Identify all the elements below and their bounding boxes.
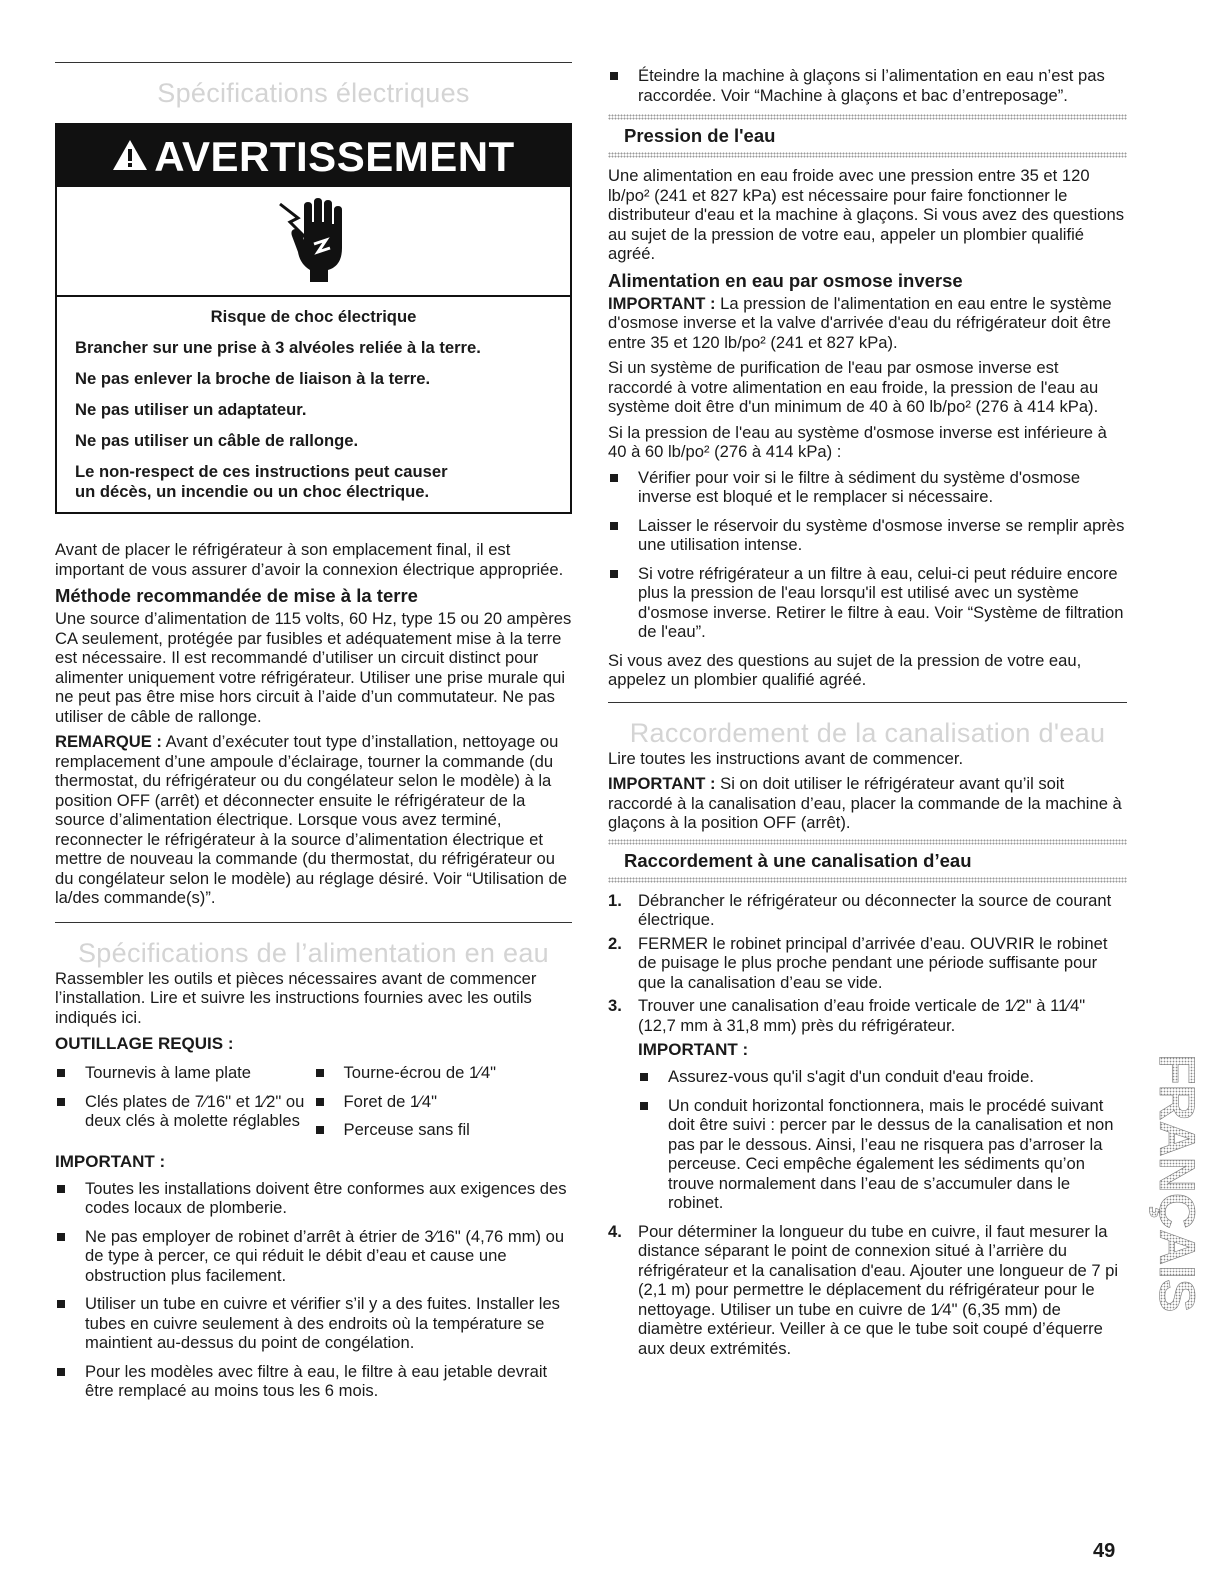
warning-line: un décès, un incendie ou un choc électrique. <box>75 482 430 501</box>
warning-triangle-icon <box>112 128 148 186</box>
connect-important <box>608 774 1127 833</box>
section-rule <box>55 922 572 923</box>
page-number: 49 <box>1093 1540 1116 1562</box>
step3-important-block <box>638 1039 1127 1213</box>
list-item: Toutes les installations doivent être conformes aux exigences des codes locaux de plomberie. <box>55 1179 572 1218</box>
connect-important-label: IMPORTANT : <box>608 774 716 793</box>
grounding-text: Une source d’alimentation de 115 volts, 60 Hz, type 15 ou 20 ampères CA seulement, protégée par fusibles et adéquatement mise à la terre est nécessaire. Il est recommandé d’utiliser un circuit distinct pour alimenter uniquement votre réfrigérateur. Utiliser une prise murale qui ne peut pas être mise hors circuit à l’aide d’un commutateur. Ne pas utiliser de câble de rallonge. <box>55 609 572 726</box>
tools-column <box>314 1063 573 1149</box>
list-item: Pour les modèles avec filtre à eau, le filtre à eau jetable devrait être remplacé au moins tous les 6 mois. <box>55 1362 572 1401</box>
list-item: Assurez-vous qu'il s'agit d'un conduit d'eau froide. <box>638 1067 1127 1087</box>
step-text: FERMER le robinet principal d’arrivée d’eau. OUVRIR le robinet de puisage le plus proche pendant une période suffisante pour que la canalisation d’eau se vide. <box>638 933 1108 992</box>
list-item: Si votre réfrigérateur a un filtre à eau, celui-ci peut réduire encore plus la pression de l'eau lorsqu'il est utilisé avec un système d'osmose inverse. Retirer le filtre à eau. Voir “Système de filtration de l'eau”. <box>608 564 1127 642</box>
list-item: Éteindre la machine à glaçons si l’alimentation en eau n’est pas raccordée. Voir “Machine à glaçons et bac d’entreposage”. <box>608 66 1127 105</box>
warning-line: Ne pas utiliser un adaptateur. <box>75 400 307 419</box>
tools-list <box>55 1063 572 1149</box>
warning-line: Brancher sur une prise à 3 alvéoles reliée à la terre. <box>75 338 481 357</box>
step-number: 1. <box>608 890 622 910</box>
electric-shock-hand-icon <box>274 196 354 286</box>
list-item: Vérifier pour voir si le filtre à sédiment du système d'osmose inverse est bloqué et le remplacer si nécessaire. <box>608 468 1127 507</box>
important-heading: IMPORTANT : <box>55 1151 166 1171</box>
connect-important-text: Si on doit utiliser le réfrigérateur avant qu’il soit raccordé à la canalisation d’eau, placer la commande de la machine à glaçons à la position OFF (arrêt). <box>608 774 1122 832</box>
left-column <box>55 62 572 1410</box>
remark-label: REMARQUE : <box>55 732 162 751</box>
step-item <box>608 934 1127 993</box>
warning-line: Le non-respect de ces instructions peut causer <box>75 462 448 481</box>
remark-paragraph <box>55 732 572 908</box>
warning-box <box>55 123 572 514</box>
dotted-rule <box>608 152 1127 158</box>
list-item: Foret de 1⁄4" <box>314 1092 573 1112</box>
reverse-osmosis-heading: Alimentation en eau par osmose inverse <box>608 269 963 291</box>
water-intro: Rassembler les outils et pièces nécessaires avant de commencer l’installation. Lire et suivre les instructions fournies avec les outils indiqués ici. <box>55 968 537 1027</box>
tools-heading: OUTILLAGE REQUIS : <box>55 1034 234 1053</box>
connect-intro: Lire toutes les instructions avant de commencer. <box>608 748 964 768</box>
shock-hazard-area <box>57 187 570 297</box>
warning-line: Ne pas utiliser un câble de rallonge. <box>75 431 359 450</box>
right-column <box>608 66 1127 1362</box>
list-item: Ne pas employer de robinet d’arrêt à étrier de 3⁄16" (4,76 mm) ou de type à percer, ce qui réduit le débit d’eau et cause une obstruction plus facilement. <box>55 1227 572 1286</box>
step-item <box>608 1222 1127 1359</box>
important-list <box>55 1179 572 1401</box>
ro-important-label: IMPORTANT : <box>608 293 716 313</box>
warning-line: Risque de choc électrique <box>210 307 417 326</box>
water-line-heading: Raccordement à une canalisation d’eau <box>624 849 972 871</box>
step-number: 4. <box>608 1221 622 1241</box>
water-line-heading-block <box>608 839 1127 883</box>
list-item: Un conduit horizontal fonctionnera, mais le procédé suivant doit être suivi : percer par le dessus de la canalisation et non pas par le dessous. Ainsi, l’eau ne risquera pas d’arroser la perceuse. Ceci empêche également les sédiments qu’on trouve normalement dans l’eau de s’accumuler dans le robinet. <box>638 1096 1127 1213</box>
ro-important <box>608 294 1127 353</box>
list-item: Tourne-écrou de 1⁄4" <box>314 1063 573 1083</box>
step-text: Débrancher le réfrigérateur ou déconnecter la source de courant électrique. <box>638 890 1112 929</box>
dotted-rule <box>608 877 1127 883</box>
step-text: Pour déterminer la longueur du tube en cuivre, il faut mesurer la distance séparant le point de connexion situé à l’arrière du réfrigérateur et la canalisation d'eau. Ajouter une longueur de 7 pi (2,1 m) pour permettre le déplacement du réfrigérateur pour le nettoyage. Utiliser un tube en cuivre de 1⁄4" (6,35 mm) de diamètre extérieur. Veiller à ce que le tube soit coupé d’équerre aux deux extrémités. <box>638 1221 1119 1358</box>
warning-header <box>57 125 570 187</box>
list-item: Clés plates de 7⁄16" et 1⁄2" ou deux clés à molette réglables <box>55 1092 314 1131</box>
list-item: Perceuse sans fil <box>314 1120 573 1140</box>
warning-line: Ne pas enlever la broche de liaison à la terre. <box>75 369 431 388</box>
step-number: 2. <box>608 933 622 953</box>
step-text: Trouver une canalisation d’eau froide verticale de 1⁄2" à 11⁄4" (12,7 mm à 31,8 mm) près du réfrigérateur. <box>638 996 1086 1035</box>
list-item: Utiliser un tube en cuivre et vérifier s’il y a des fuites. Installer les tubes en cuivre seulement à des endroits où la température se maintient au-dessus du point de congélation. <box>55 1294 572 1353</box>
list-item: Laisser le réservoir du système d'osmose inverse se remplir après une utilisation intense. <box>608 516 1127 555</box>
ro-important-text: La pression de l'alimentation en eau entre le système d'osmose inverse et la valve d'arrivée d'eau du réfrigérateur doit être entre 35 et 120 lb/po² (241 et 827 kPa). <box>608 293 1112 352</box>
electrical-intro: Avant de placer le réfrigérateur à son emplacement final, il est important de vous assurer d’avoir la connexion électrique appropriée. <box>55 540 564 579</box>
step-item <box>608 891 1127 930</box>
ro-paragraph: Si la pression de l'eau au système d'osmose inverse est inférieure à 40 à 60 lb/po² (276 à 414 kPa) : <box>608 422 1107 461</box>
section-rule <box>55 62 572 63</box>
tools-column <box>55 1063 314 1149</box>
section-title-water-connection: Raccordement de la canalisation d'eau <box>629 717 1106 748</box>
pressure-text: Une alimentation en eau froide avec une pression entre 35 et 120 lb/po² (241 et 827 kPa) est nécessaire pour faire fonctionner le distributeur d'eau et la machine à glaçons. Si vous avez des questions au sujet de la pression de votre eau, appeler un plombier qualifié agréé. <box>608 166 1125 263</box>
dotted-rule <box>608 114 1127 120</box>
language-side-tab <box>1148 1050 1208 1340</box>
warning-body <box>57 297 570 512</box>
ro-paragraph: Si un système de purification de l'eau par osmose inverse est raccordé à votre alimentation en eau froide, la pression de l'eau au système doit être d'un minimum de 40 à 60 lb/po² (276 à 414 kPa). <box>608 358 1099 416</box>
grounding-heading: Méthode recommandée de mise à la terre <box>55 585 418 606</box>
remark-text: Avant d’exécuter tout type d’installation, nettoyage ou remplacement d’une ampoule d’éclairage, tourner la commande (du thermostat, du réfrigérateur ou du congélateur selon le modèle) à la position OFF (arrêt) et déconnecter ensuite le réfrigérateur de la source d’alimentation électrique. Lorsque vous avez terminé, reconnecter le réfrigérateur à la source d’alimentation électrique et mettre de nouveau la commande (du thermostat, du réfrigérateur ou du congélateur selon le modèle) au réglage désiré. Voir “Utilisation de la/des commande(s)”. <box>55 732 567 907</box>
warning-title: AVERTISSEMENT <box>154 132 515 180</box>
step3-important-heading: IMPORTANT : <box>638 1040 749 1059</box>
section-rule <box>608 702 1127 703</box>
step-number: 3. <box>608 996 622 1015</box>
ro-outro: Si vous avez des questions au sujet de la pression de votre eau, appelez un plombier qualifié agréé. <box>608 650 1082 689</box>
dotted-rule <box>608 839 1127 845</box>
section-title-water-supply: Spécifications de l’alimentation en eau <box>78 937 549 968</box>
pressure-heading-block <box>608 114 1127 158</box>
side-tab-label: FRANÇAIS <box>1149 1054 1205 1313</box>
pressure-heading: Pression de l'eau <box>624 125 776 146</box>
section-title-electrical: Spécifications électriques <box>157 78 470 108</box>
list-item: Tournevis à lame plate <box>55 1063 314 1083</box>
step-item <box>608 996 1127 1035</box>
